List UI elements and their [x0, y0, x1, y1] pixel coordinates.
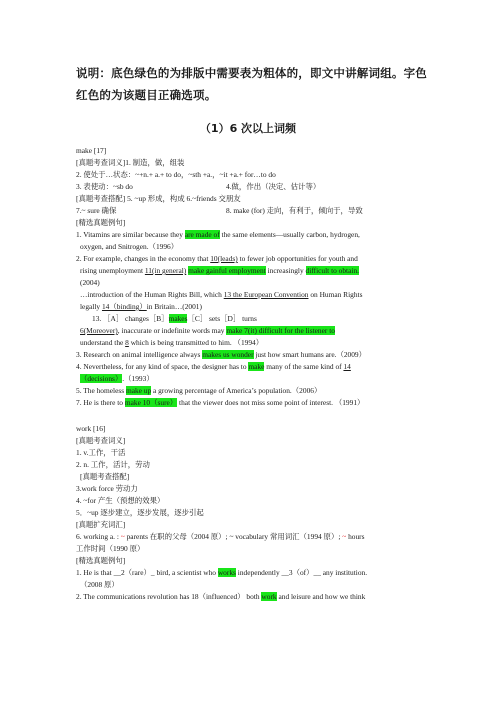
highlight-phrase: work [261, 592, 277, 601]
highlight-phrase: （decisions） [80, 374, 123, 383]
work-meanings-label: [真题考查词义] [76, 436, 126, 445]
make-example-4-cont: （decisions）.（1993） [80, 374, 154, 383]
work-extension-6: 6. working a. : ~ parents 在职的父母（2004 原）; ~ vocabulary 常用词汇（1994 原）; ~ hours [76, 532, 365, 541]
work-meaning-1: 1. v.工作，干活 [76, 448, 126, 457]
make-passage-line-3: 6(Moreover), inaccurate or indefinite words may make 7(it) difficult for the listener to [80, 326, 335, 335]
make-collocation-5-6: [真题考查搭配] 5. ~up 形成，构成 6.~friends 交朋友 [76, 194, 241, 203]
make-passage-line-4: understand the 8 which is being transmitted to him. （1994） [80, 338, 264, 347]
work-example-1: 1. He is that __2（rare）_ bird, a scientist who works independently __3（of）__ any institution. [76, 568, 368, 577]
make-passage-line: …introduction of the Human Rights Bill, which 13 the European Convention on Human Rights [80, 290, 363, 299]
work-extension-6-cont: 工作时间（1990 原） [76, 544, 145, 553]
highlight-phrase: are made of [184, 230, 220, 239]
entry-work: work [16] [76, 424, 106, 433]
make-example-5: 5. The homeless make up a growing percentage of America’s population.（2006） [76, 386, 322, 395]
highlight-phrase: makes us wonder [202, 350, 254, 359]
highlight-phrase: works [217, 568, 236, 577]
highlight-phrase: make [248, 362, 265, 371]
make-example-2: 2. For example, changes in the economy that 10(leads) to fewer job opportunities for youth and [76, 254, 358, 263]
highlight-answer: makes [168, 314, 188, 323]
highlight-phrase: difficult to obtain. [305, 266, 359, 275]
highlight-phrase: make up [125, 386, 152, 395]
work-extension-label: [真题扩充词汇] [76, 520, 126, 529]
highlight-phrase: make gainful employment [188, 266, 266, 275]
make-example-4: 4. Nevertheless, for any kind of space, the designer has to make many of the same kind of 14 [76, 362, 351, 371]
make-meaning-3: 3. 表使动：~sb do [76, 182, 133, 191]
make-example-2-year: (2004) [80, 278, 100, 287]
highlight-phrase: make 7(it) difficult for the listener to [226, 326, 335, 335]
make-meaning-1: [真题考查词义]1. 制造，做，组装 [76, 158, 185, 167]
make-example-7: 7. He is there to make 10（sure） that the viewer does not miss some point of interest. （1991） [76, 398, 365, 407]
make-example-2-cont: rising unemployment 11(in general) make gainful employment increasingly difficult to obtain. [80, 266, 359, 275]
section-heading: （1）6 次以上词频 [199, 122, 297, 135]
make-passage-line-2: legally 14（binding）in Britain…(2001) [80, 302, 202, 311]
work-example-1-year: （2008 原） [80, 580, 119, 589]
work-example-2: 2. The communications revolution has 18（influenced） both work and leisure and how we think [76, 592, 366, 601]
work-meaning-2: 2. n. 工作，活计，劳动 [76, 460, 150, 469]
work-examples-label: [精选真题例句] [76, 556, 126, 565]
make-collocation-8: 8. make (for) 走向，有利于，倾向于，导致 [226, 206, 363, 215]
make-collocation-7: 7.~ sure 确保 [76, 206, 117, 215]
highlight-phrase: make 10（sure） [124, 398, 178, 407]
make-example-1-cont: oxygen, and Snitrogen.（1996） [80, 242, 179, 251]
make-meaning-2: 2. 使处于…状态：~+n.+ a.+ to do，~sth +a.，~it +a.+ for…to do [76, 170, 276, 179]
make-examples-label: [精选真题例句] [76, 218, 126, 227]
intro-note [76, 62, 428, 106]
make-meaning-4: 4.做，作出（决定、估计等） [226, 182, 321, 191]
work-collocation-4: 4. ~for 产生（预想的效果） [76, 496, 165, 505]
work-collocation-label: [真题考查搭配] [80, 472, 130, 481]
intro-line-2: 红色的为该题目正确选项。 [76, 88, 217, 102]
make-options-13: 13. ［A］ changes［B］makes［C］ sets［D］ turns [92, 314, 257, 323]
make-example-3: 3. Research on animal intelligence always makes us wonder just how smart humans are.（2009） [76, 350, 367, 359]
entry-make: make [17] [76, 146, 107, 155]
intro-line-1: 说明：底色绿色的为排版中需要表为粗体的，即文中讲解词组。字色 [76, 66, 427, 80]
make-example-1: 1. Vitamins are similar because they are made of the same elements—usually carbon, hydrogen, [76, 230, 360, 239]
work-collocation-5: 5．~up 逐步建立，逐步发展，逐步引起 [76, 508, 204, 517]
work-collocation-3: 3.work force 劳动力 [76, 484, 138, 493]
